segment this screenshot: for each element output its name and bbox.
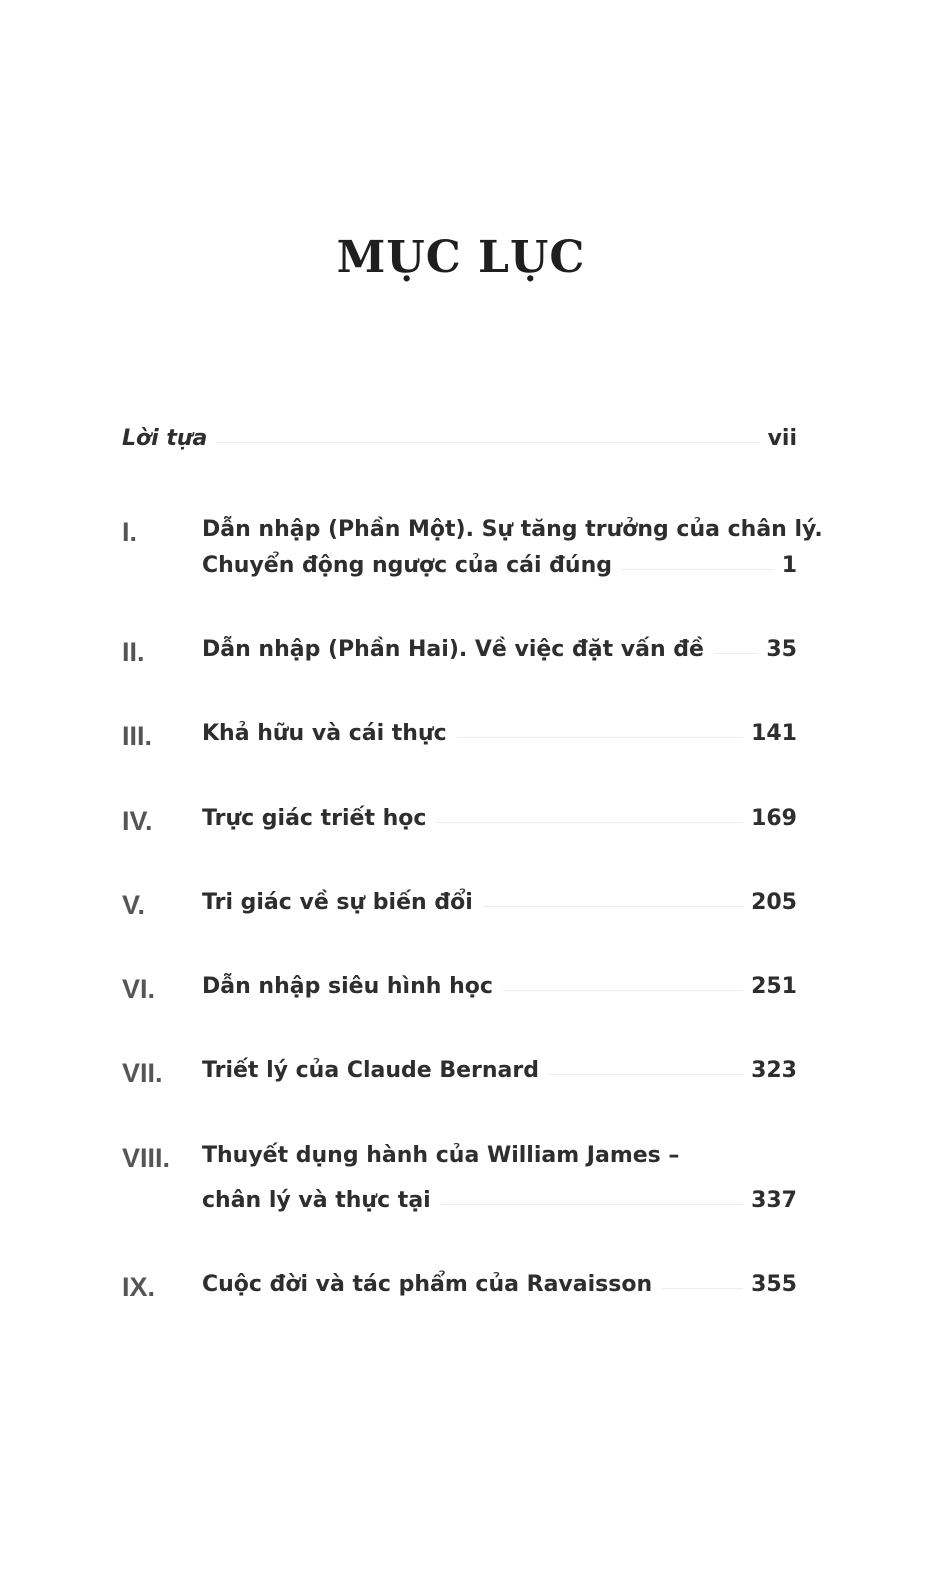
dot-leader xyxy=(662,1288,743,1289)
chapter-numeral: IV. xyxy=(122,806,153,836)
chapter-numeral: VII. xyxy=(122,1058,163,1088)
dot-leader xyxy=(457,737,743,738)
chapter-numeral: IX. xyxy=(122,1272,156,1302)
entry-title-line: Dẫn nhập siêu hình học xyxy=(202,974,493,999)
entry-title-line: Trực giác triết học xyxy=(202,806,427,831)
dot-leader xyxy=(622,569,774,570)
entry-page-number: 251 xyxy=(751,974,797,999)
entry-page-number: 355 xyxy=(751,1272,797,1297)
dot-leader xyxy=(436,822,743,823)
entry-page-number: 205 xyxy=(751,890,797,915)
entry-page-number: vii xyxy=(767,426,797,451)
dot-leader xyxy=(549,1074,743,1075)
entry-title-line: Dẫn nhập (Phần Hai). Về việc đặt vấn đề xyxy=(202,637,704,662)
entry-title-line: Thuyết dụng hành của William James – xyxy=(202,1143,680,1168)
entry-title-line: Khả hữu và cái thực xyxy=(202,721,447,746)
chapter-numeral: II. xyxy=(122,637,145,667)
chapter-numeral: V. xyxy=(122,890,146,920)
entry-title: Lời tựa xyxy=(122,426,208,451)
dot-leader xyxy=(714,653,758,654)
entry-page-number: 337 xyxy=(751,1188,797,1213)
entry-title-line: Tri giác về sự biến đổi xyxy=(202,890,473,915)
toc-entry-preface[interactable] xyxy=(122,426,797,462)
chapter-numeral: I. xyxy=(122,517,138,547)
page-title: MỤC LỤC xyxy=(336,232,586,283)
dot-leader xyxy=(503,990,743,991)
entry-title-line: Cuộc đời và tác phẩm của Ravaisson xyxy=(202,1272,653,1297)
entry-title-line: chân lý và thực tại xyxy=(202,1188,431,1213)
entry-page-number: 141 xyxy=(751,721,797,746)
dot-leader xyxy=(441,1204,743,1205)
entry-title-line: Chuyển động ngược của cái đúng xyxy=(202,553,612,578)
entry-page-number: 169 xyxy=(751,806,797,831)
entry-page-number: 35 xyxy=(766,637,797,662)
dot-leader xyxy=(217,442,759,443)
chapter-numeral: VI. xyxy=(122,974,156,1004)
entry-page-number: 323 xyxy=(751,1058,797,1083)
dot-leader xyxy=(483,906,743,907)
entry-title-line: Triết lý của Claude Bernard xyxy=(202,1058,539,1083)
entry-title-line: Dẫn nhập (Phần Một). Sự tăng trưởng của chân lý. xyxy=(202,517,823,542)
chapter-numeral: VIII. xyxy=(122,1143,171,1173)
chapter-numeral: III. xyxy=(122,721,153,751)
entry-page-number: 1 xyxy=(781,553,797,578)
